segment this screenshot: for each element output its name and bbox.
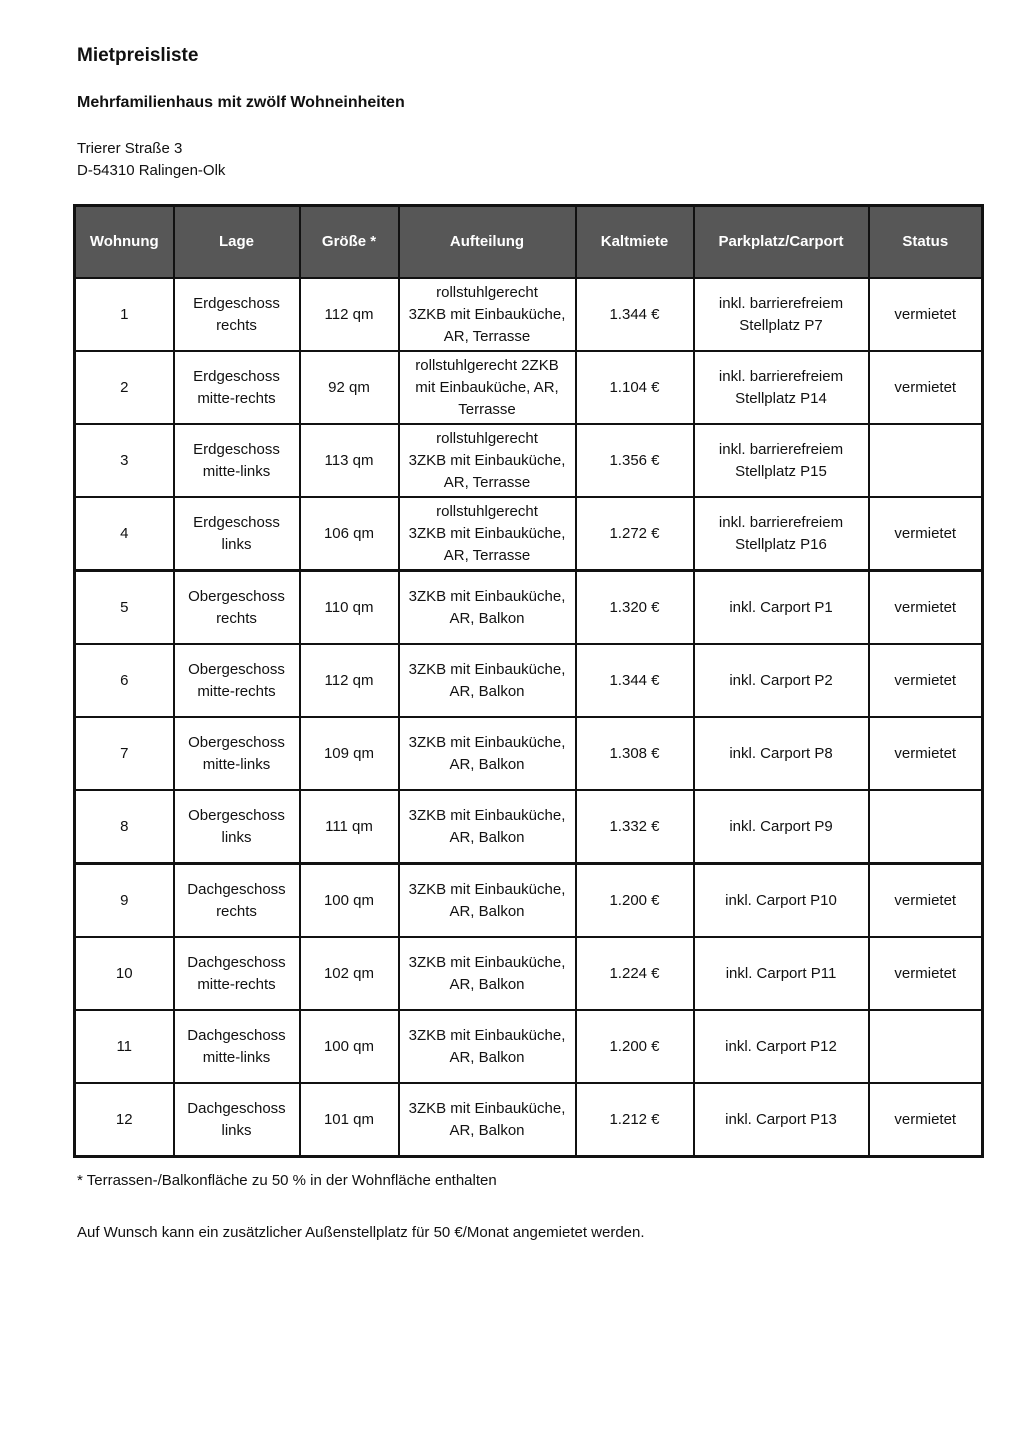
cell-wohnung: 6	[75, 644, 174, 717]
cell-wohnung: 4	[75, 497, 174, 571]
cell-kaltmiete: 1.356 €	[576, 424, 694, 497]
cell-parkplatz: inkl. Carport P13	[694, 1083, 869, 1157]
header-parkplatz: Parkplatz/Carport	[694, 206, 869, 279]
cell-lage: Dachgeschoss mitte-rechts	[174, 937, 300, 1010]
cell-aufteilung: 3ZKB mit Einbauküche, AR, Balkon	[399, 937, 576, 1010]
cell-status: vermietet	[869, 644, 983, 717]
cell-wohnung: 10	[75, 937, 174, 1010]
cell-kaltmiete: 1.320 €	[576, 571, 694, 645]
table-row	[75, 351, 983, 424]
cell-groesse: 102 qm	[300, 937, 399, 1010]
cell-aufteilung: 3ZKB mit Einbauküche, AR, Balkon	[399, 644, 576, 717]
cell-groesse: 113 qm	[300, 424, 399, 497]
cell-aufteilung: rollstuhlgerecht 3ZKB mit Einbauküche, AR, Terrasse	[399, 497, 576, 571]
cell-lage: Erdgeschoss links	[174, 497, 300, 571]
rent-price-table	[73, 204, 984, 1158]
table-row	[75, 717, 983, 790]
cell-lage: Erdgeschoss mitte-rechts	[174, 351, 300, 424]
table-row	[75, 790, 983, 864]
table-row	[75, 424, 983, 497]
cell-aufteilung: 3ZKB mit Einbauküche, AR, Balkon	[399, 571, 576, 645]
cell-parkplatz: inkl. Carport P8	[694, 717, 869, 790]
cell-lage: Erdgeschoss rechts	[174, 278, 300, 351]
table-row	[75, 864, 983, 938]
cell-wohnung: 9	[75, 864, 174, 938]
cell-aufteilung: 3ZKB mit Einbauküche, AR, Balkon	[399, 717, 576, 790]
cell-status	[869, 1010, 983, 1083]
cell-parkplatz: inkl. Carport P2	[694, 644, 869, 717]
cell-kaltmiete: 1.212 €	[576, 1083, 694, 1157]
cell-parkplatz: inkl. Carport P12	[694, 1010, 869, 1083]
address-street: Trierer Straße 3	[77, 140, 183, 157]
header-wohnung: Wohnung	[75, 206, 174, 279]
cell-aufteilung: rollstuhlgerecht 2ZKB mit Einbauküche, AR, Terrasse	[399, 351, 576, 424]
cell-lage: Obergeschoss rechts	[174, 571, 300, 645]
cell-kaltmiete: 1.332 €	[576, 790, 694, 864]
cell-status: vermietet	[869, 351, 983, 424]
page-title: Mietpreisliste	[77, 45, 199, 66]
cell-kaltmiete: 1.308 €	[576, 717, 694, 790]
cell-groesse: 112 qm	[300, 278, 399, 351]
cell-aufteilung: rollstuhlgerecht 3ZKB mit Einbauküche, AR, Terrasse	[399, 278, 576, 351]
address-city: D-54310 Ralingen-Olk	[77, 162, 226, 179]
cell-kaltmiete: 1.200 €	[576, 864, 694, 938]
cell-wohnung: 8	[75, 790, 174, 864]
cell-lage: Erdgeschoss mitte-links	[174, 424, 300, 497]
cell-parkplatz: inkl. barrierefreiem Stellplatz P7	[694, 278, 869, 351]
cell-lage: Obergeschoss links	[174, 790, 300, 864]
cell-parkplatz: inkl. Carport P1	[694, 571, 869, 645]
cell-lage: Obergeschoss mitte-links	[174, 717, 300, 790]
cell-groesse: 101 qm	[300, 1083, 399, 1157]
cell-groesse: 110 qm	[300, 571, 399, 645]
cell-wohnung: 5	[75, 571, 174, 645]
cell-kaltmiete: 1.224 €	[576, 937, 694, 1010]
cell-parkplatz: inkl. barrierefreiem Stellplatz P15	[694, 424, 869, 497]
cell-status: vermietet	[869, 1083, 983, 1157]
header-groesse: Größe *	[300, 206, 399, 279]
cell-wohnung: 3	[75, 424, 174, 497]
cell-aufteilung: rollstuhlgerecht 3ZKB mit Einbauküche, AR, Terrasse	[399, 424, 576, 497]
cell-status: vermietet	[869, 864, 983, 938]
cell-kaltmiete: 1.344 €	[576, 278, 694, 351]
cell-wohnung: 7	[75, 717, 174, 790]
cell-status: vermietet	[869, 937, 983, 1010]
table-row	[75, 644, 983, 717]
header-status: Status	[869, 206, 983, 279]
cell-status	[869, 424, 983, 497]
cell-groesse: 106 qm	[300, 497, 399, 571]
cell-status	[869, 790, 983, 864]
cell-lage: Dachgeschoss links	[174, 1083, 300, 1157]
cell-status: vermietet	[869, 571, 983, 645]
cell-parkplatz: inkl. Carport P10	[694, 864, 869, 938]
cell-kaltmiete: 1.200 €	[576, 1010, 694, 1083]
cell-groesse: 109 qm	[300, 717, 399, 790]
cell-wohnung: 12	[75, 1083, 174, 1157]
header-lage: Lage	[174, 206, 300, 279]
parking-note: Auf Wunsch kann ein zusätzlicher Außenstellplatz für 50 €/Monat angemietet werden.	[77, 1224, 645, 1241]
table-row	[75, 1083, 983, 1157]
header-aufteilung: Aufteilung	[399, 206, 576, 279]
cell-kaltmiete: 1.104 €	[576, 351, 694, 424]
cell-wohnung: 11	[75, 1010, 174, 1083]
cell-lage: Dachgeschoss mitte-links	[174, 1010, 300, 1083]
cell-groesse: 100 qm	[300, 864, 399, 938]
cell-wohnung: 1	[75, 278, 174, 351]
cell-wohnung: 2	[75, 351, 174, 424]
cell-groesse: 112 qm	[300, 644, 399, 717]
cell-aufteilung: 3ZKB mit Einbauküche, AR, Balkon	[399, 1010, 576, 1083]
header-kaltmiete: Kaltmiete	[576, 206, 694, 279]
cell-aufteilung: 3ZKB mit Einbauküche, AR, Balkon	[399, 790, 576, 864]
table-row	[75, 571, 983, 645]
page-subtitle: Mehrfamilienhaus mit zwölf Wohneinheiten	[77, 94, 405, 111]
cell-parkplatz: inkl. barrierefreiem Stellplatz P16	[694, 497, 869, 571]
table-header-row	[75, 206, 983, 279]
cell-aufteilung: 3ZKB mit Einbauküche, AR, Balkon	[399, 864, 576, 938]
table-row	[75, 278, 983, 351]
cell-parkplatz: inkl. barrierefreiem Stellplatz P14	[694, 351, 869, 424]
cell-kaltmiete: 1.272 €	[576, 497, 694, 571]
cell-groesse: 111 qm	[300, 790, 399, 864]
footnote: * Terrassen-/Balkonfläche zu 50 % in der Wohnfläche enthalten	[77, 1172, 497, 1189]
cell-status: vermietet	[869, 497, 983, 571]
cell-status: vermietet	[869, 278, 983, 351]
table-row	[75, 497, 983, 571]
cell-groesse: 92 qm	[300, 351, 399, 424]
cell-groesse: 100 qm	[300, 1010, 399, 1083]
table-row	[75, 937, 983, 1010]
table-row	[75, 1010, 983, 1083]
cell-parkplatz: inkl. Carport P11	[694, 937, 869, 1010]
cell-lage: Obergeschoss mitte-rechts	[174, 644, 300, 717]
cell-aufteilung: 3ZKB mit Einbauküche, AR, Balkon	[399, 1083, 576, 1157]
cell-parkplatz: inkl. Carport P9	[694, 790, 869, 864]
cell-lage: Dachgeschoss rechts	[174, 864, 300, 938]
cell-status: vermietet	[869, 717, 983, 790]
cell-kaltmiete: 1.344 €	[576, 644, 694, 717]
